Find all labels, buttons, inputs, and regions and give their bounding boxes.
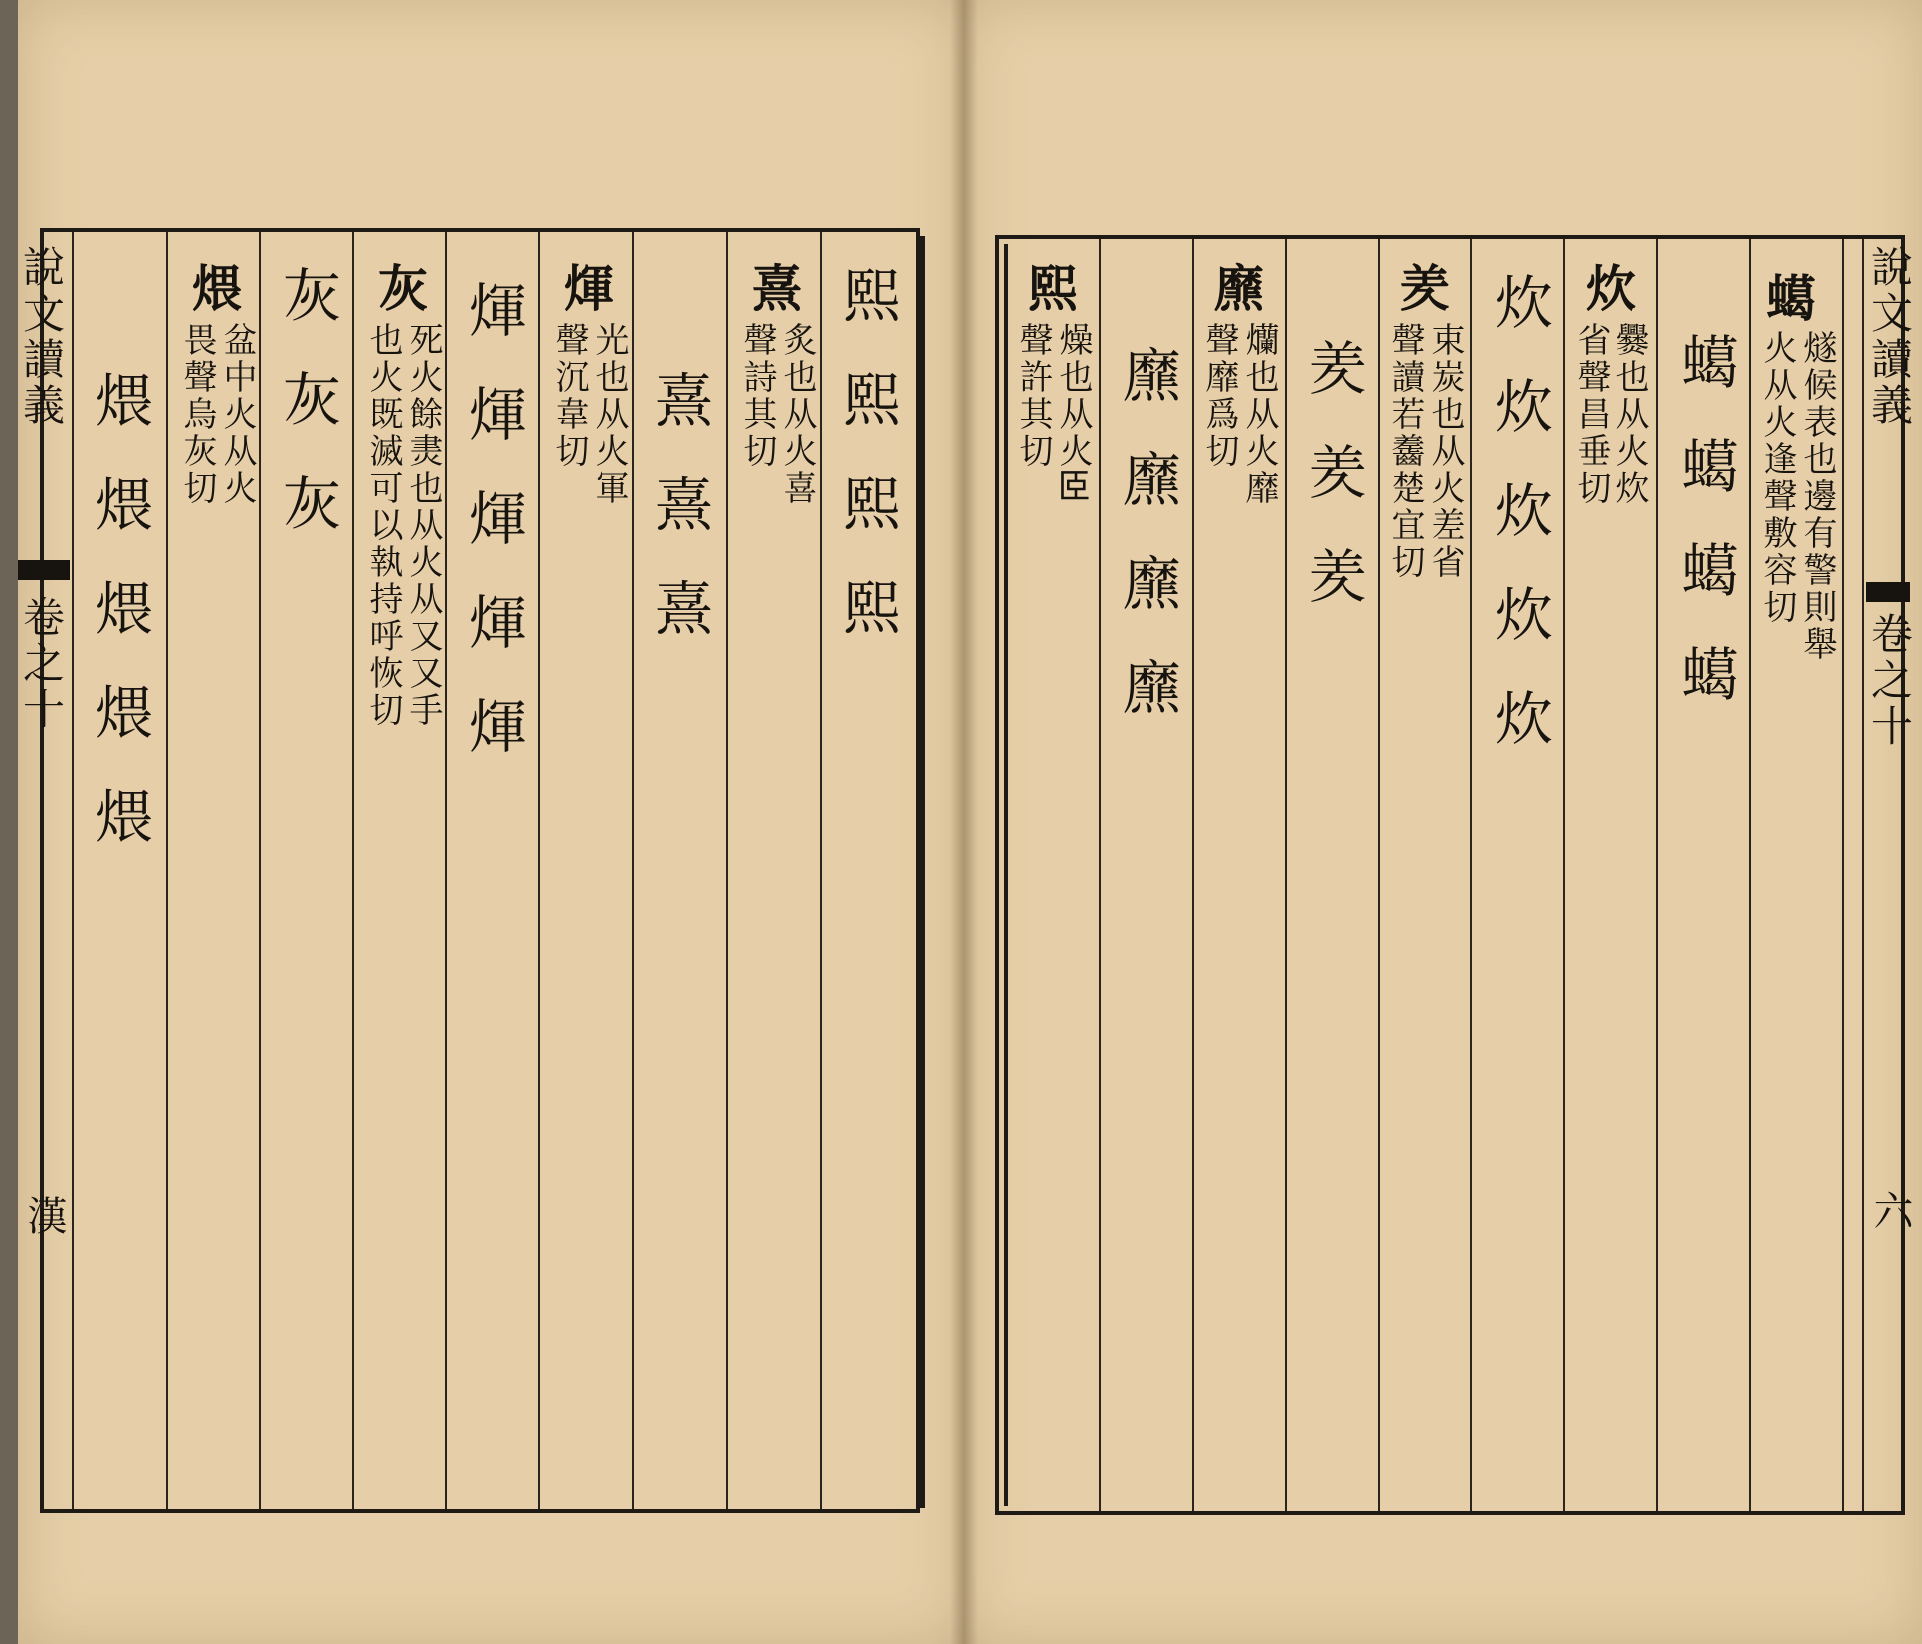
margin-volume: 卷之十 bbox=[17, 595, 66, 733]
column-rule bbox=[445, 232, 447, 1509]
seal-forms: 熙熙熙熙 bbox=[833, 265, 901, 681]
seal-forms: 炊炊炊炊炊 bbox=[1485, 272, 1553, 792]
seal-forms: 灰灰灰 bbox=[273, 265, 341, 577]
entry-gloss: 爤也从火靡 bbox=[1239, 322, 1279, 507]
entry-gloss: 燥也从火𦣞 bbox=[1053, 322, 1093, 507]
column-rule bbox=[1099, 239, 1101, 1511]
entry-gloss: 光也从火軍 bbox=[589, 322, 629, 507]
fishtail-mark bbox=[18, 560, 70, 580]
seal-forms: 煨煨煨煨煨 bbox=[85, 370, 153, 890]
margin-volume: 卷之十 bbox=[1865, 612, 1914, 750]
entry-gloss: 聲詩其切 bbox=[737, 322, 777, 470]
entry-headword: 煇 bbox=[556, 262, 615, 314]
seal-forms: 煇煇煇煇煇 bbox=[459, 280, 527, 800]
column-rule bbox=[1656, 239, 1658, 1511]
seal-forms: 爢爢爢爢 bbox=[1113, 345, 1181, 761]
entry-headword: 熙 bbox=[1020, 262, 1079, 314]
entry-gloss: 也火既滅可以執持呼恢切 bbox=[363, 322, 403, 729]
entry-gloss: 聲讀若齹楚宜切 bbox=[1385, 322, 1425, 581]
entry-gloss: 聲許其切 bbox=[1013, 322, 1053, 470]
column-rule bbox=[1470, 239, 1472, 1511]
seal-forms: 熹熹熹 bbox=[645, 370, 713, 682]
seal-forms: 羑羑羑 bbox=[1299, 338, 1367, 650]
entry-gloss: 爨也从火炊 bbox=[1609, 322, 1649, 507]
entry-gloss: 炙也从火喜 bbox=[777, 322, 817, 507]
entry-gloss: 束炭也从火差省 bbox=[1425, 322, 1465, 581]
entry-gloss: 省聲昌垂切 bbox=[1571, 322, 1611, 507]
entry-headword: 熹 bbox=[744, 262, 803, 314]
column-rule bbox=[726, 232, 728, 1509]
column-rule bbox=[72, 232, 74, 1509]
entry-gloss: 聲沉韋切 bbox=[549, 322, 589, 470]
entry-gloss: 聲靡爲切 bbox=[1199, 322, 1239, 470]
margin-folio: 六 bbox=[1867, 1190, 1913, 1230]
entry-gloss: 死火餘㶳也从火从又又手 bbox=[403, 322, 443, 729]
fishtail-mark bbox=[1866, 582, 1910, 602]
column-rule bbox=[1563, 239, 1565, 1511]
entry-headword: 爢 bbox=[1206, 262, 1265, 314]
column-rule bbox=[1378, 239, 1380, 1511]
left-frame-inner-rule bbox=[920, 236, 925, 1508]
entry-gloss: 畏聲烏灰切 bbox=[177, 322, 217, 507]
column-rule bbox=[259, 232, 261, 1509]
entry-gloss: 燧候表也邊有警則舉 bbox=[1797, 330, 1837, 663]
margin-book-title: 說文讀義 bbox=[1865, 245, 1914, 429]
column-rule bbox=[632, 232, 634, 1509]
column-rule bbox=[1192, 239, 1194, 1511]
column-rule bbox=[166, 232, 168, 1509]
entry-headword: 炊 bbox=[1578, 262, 1637, 314]
entry-gloss: 盆中火从火 bbox=[217, 322, 257, 507]
book-gutter bbox=[950, 0, 978, 1644]
right-frame-inner-rule bbox=[1004, 244, 1008, 1506]
margin-book-title: 說文讀義 bbox=[17, 245, 66, 429]
seal-forms: 䗶䗶䗶䗶 bbox=[1671, 332, 1739, 748]
column-rule bbox=[820, 232, 822, 1509]
column-rule bbox=[352, 232, 354, 1509]
column-rule bbox=[1749, 239, 1751, 1511]
column-rule bbox=[538, 232, 540, 1509]
column-rule bbox=[1285, 239, 1287, 1511]
entry-headword: 灰 bbox=[370, 262, 429, 314]
entry-headword: 䗶 bbox=[1758, 272, 1817, 324]
column-rule bbox=[1862, 239, 1864, 1511]
entry-headword: 羑 bbox=[1392, 262, 1451, 314]
margin-folio: 漢 bbox=[21, 1195, 67, 1235]
column-rule bbox=[1842, 239, 1844, 1511]
entry-gloss: 火从火逢聲敷容切 bbox=[1757, 330, 1797, 626]
entry-headword: 煨 bbox=[184, 262, 243, 314]
